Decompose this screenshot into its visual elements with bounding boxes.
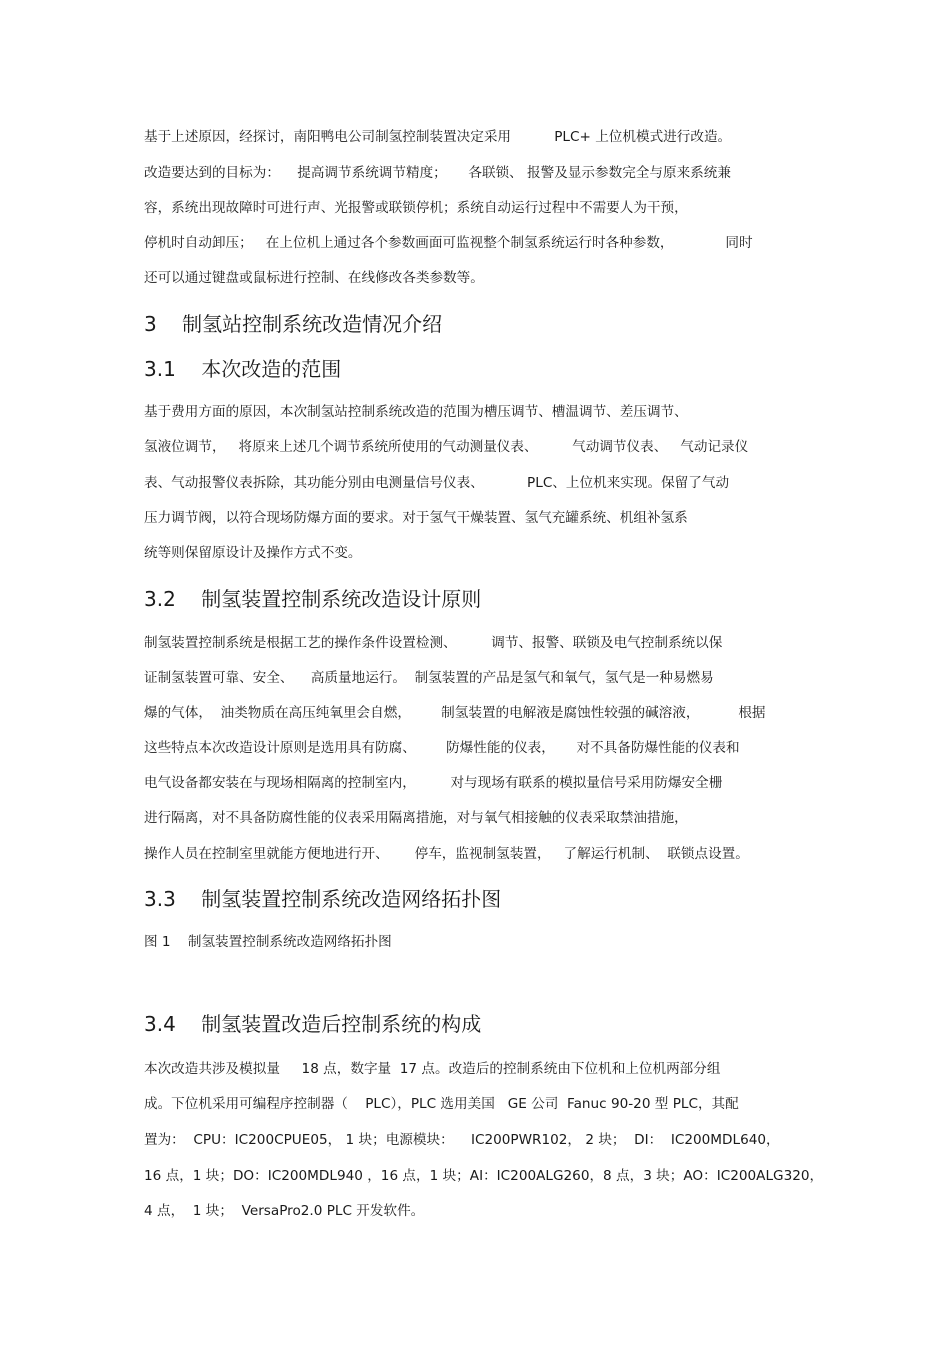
text-line: 表、气动报警仪表拆除，其功能分别由电测量信号仪表、 PLC、上位机来实现。保留了气动 (144, 475, 730, 491)
text-line: 改造要达到的目标为： 提高调节系统调节精度； 各联锁、 报警及显示参数完全与原来系统兼 (144, 165, 731, 181)
text-line: 容，系统出现故障时可进行声、光报警或联锁停机；系统自动运行过程中不需要人为干预， (144, 200, 688, 216)
text-line: 4 点， 1 块； VersaPro2.0 PLC 开发软件。 (144, 1203, 425, 1219)
section-3-2-heading: 3.2 制氢装置控制系统改造设计原则 (144, 587, 482, 611)
text-line: 基于上述原因，经探讨，南阳鸭电公司制氢控制装置决定采用 PLC+ 上位机模式进行改造。 (144, 129, 732, 145)
text-line: 统等则保留原设计及操作方式不变。 (144, 545, 362, 561)
text-line: 爆的气体， 油类物质在高压纯氧里会自燃， 制氢装置的电解液是腐蚀性较强的碱溶液， 根据 (144, 705, 766, 721)
text-line: 基于费用方面的原因，本次制氢站控制系统改造的范围为槽压调节、槽温调节、差压调节、 (144, 404, 688, 420)
text-line: 证制氢装置可靠、安全、 高质量地运行。 制氢装置的产品是氢气和氧气，氢气是一种易燃易 (144, 670, 714, 686)
section-3-3-heading: 3.3 制氢装置控制系统改造网络拓扑图 (144, 887, 502, 911)
text-line: 16 点，1 块；DO：IC200MDL940 ，16 点，1 块；AI：IC200ALG260，8 点，3 块；AO：IC200ALG320， (144, 1168, 824, 1184)
text-line: 本次改造共涉及模拟量 18 点，数字量 17 点。改造后的控制系统由下位机和上位机两部分组 (144, 1061, 721, 1077)
text-line: 停机时自动卸压； 在上位机上通过各个参数画面可监视整个制氢系统运行时各种参数， 同时 (144, 235, 753, 251)
text-line: 置为： CPU：IC200CPUE05， 1 块；电源模块： IC200PWR102， 2 块； DI： IC200MDL640， (144, 1132, 780, 1148)
text-line: 还可以通过键盘或鼠标进行控制、在线修改各类参数等。 (144, 270, 484, 286)
text-line: 制氢装置控制系统是根据工艺的操作条件设置检测、 调节、报警、联锁及电气控制系统以保 (144, 635, 723, 651)
text-line: 压力调节阀，以符合现场防爆方面的要求。对于氢气干燥装置、氢气充罐系统、机组补氢系 (144, 510, 688, 526)
section-3-1-heading: 3.1 本次改造的范围 (144, 357, 342, 381)
text-line: 电气设备都安装在与现场相隔离的控制室内， 对与现场有联系的模拟量信号采用防爆安全栅 (144, 775, 723, 791)
section-3-4-heading: 3.4 制氢装置改造后控制系统的构成 (144, 1012, 482, 1036)
figure-caption: 图 1 制氢装置控制系统改造网络拓扑图 (144, 934, 392, 950)
text-line: 这些特点本次改造设计原则是选用具有防腐、 防爆性能的仪表， 对不具备防爆性能的仪表和 (144, 740, 740, 756)
text-line: 进行隔离，对不具备防腐性能的仪表采用隔离措施，对与氧气相接触的仪表采取禁油措施， (144, 810, 688, 826)
text-line: 成。下位机采用可编程序控制器（ PLC），PLC 选用美国 GE 公司 Fanuc 90-20 型 PLC，其配 (144, 1096, 739, 1112)
section-3-heading: 3 制氢站控制系统改造情况介绍 (144, 312, 443, 336)
text-line: 操作人员在控制室里就能方便地进行开、 停车，监视制氢装置， 了解运行机制、 联锁点设置。 (144, 846, 749, 862)
text-line: 氢液位调节， 将原来上述几个调节系统所使用的气动测量仪表、 气动调节仪表、 气动记录仪 (144, 439, 749, 455)
